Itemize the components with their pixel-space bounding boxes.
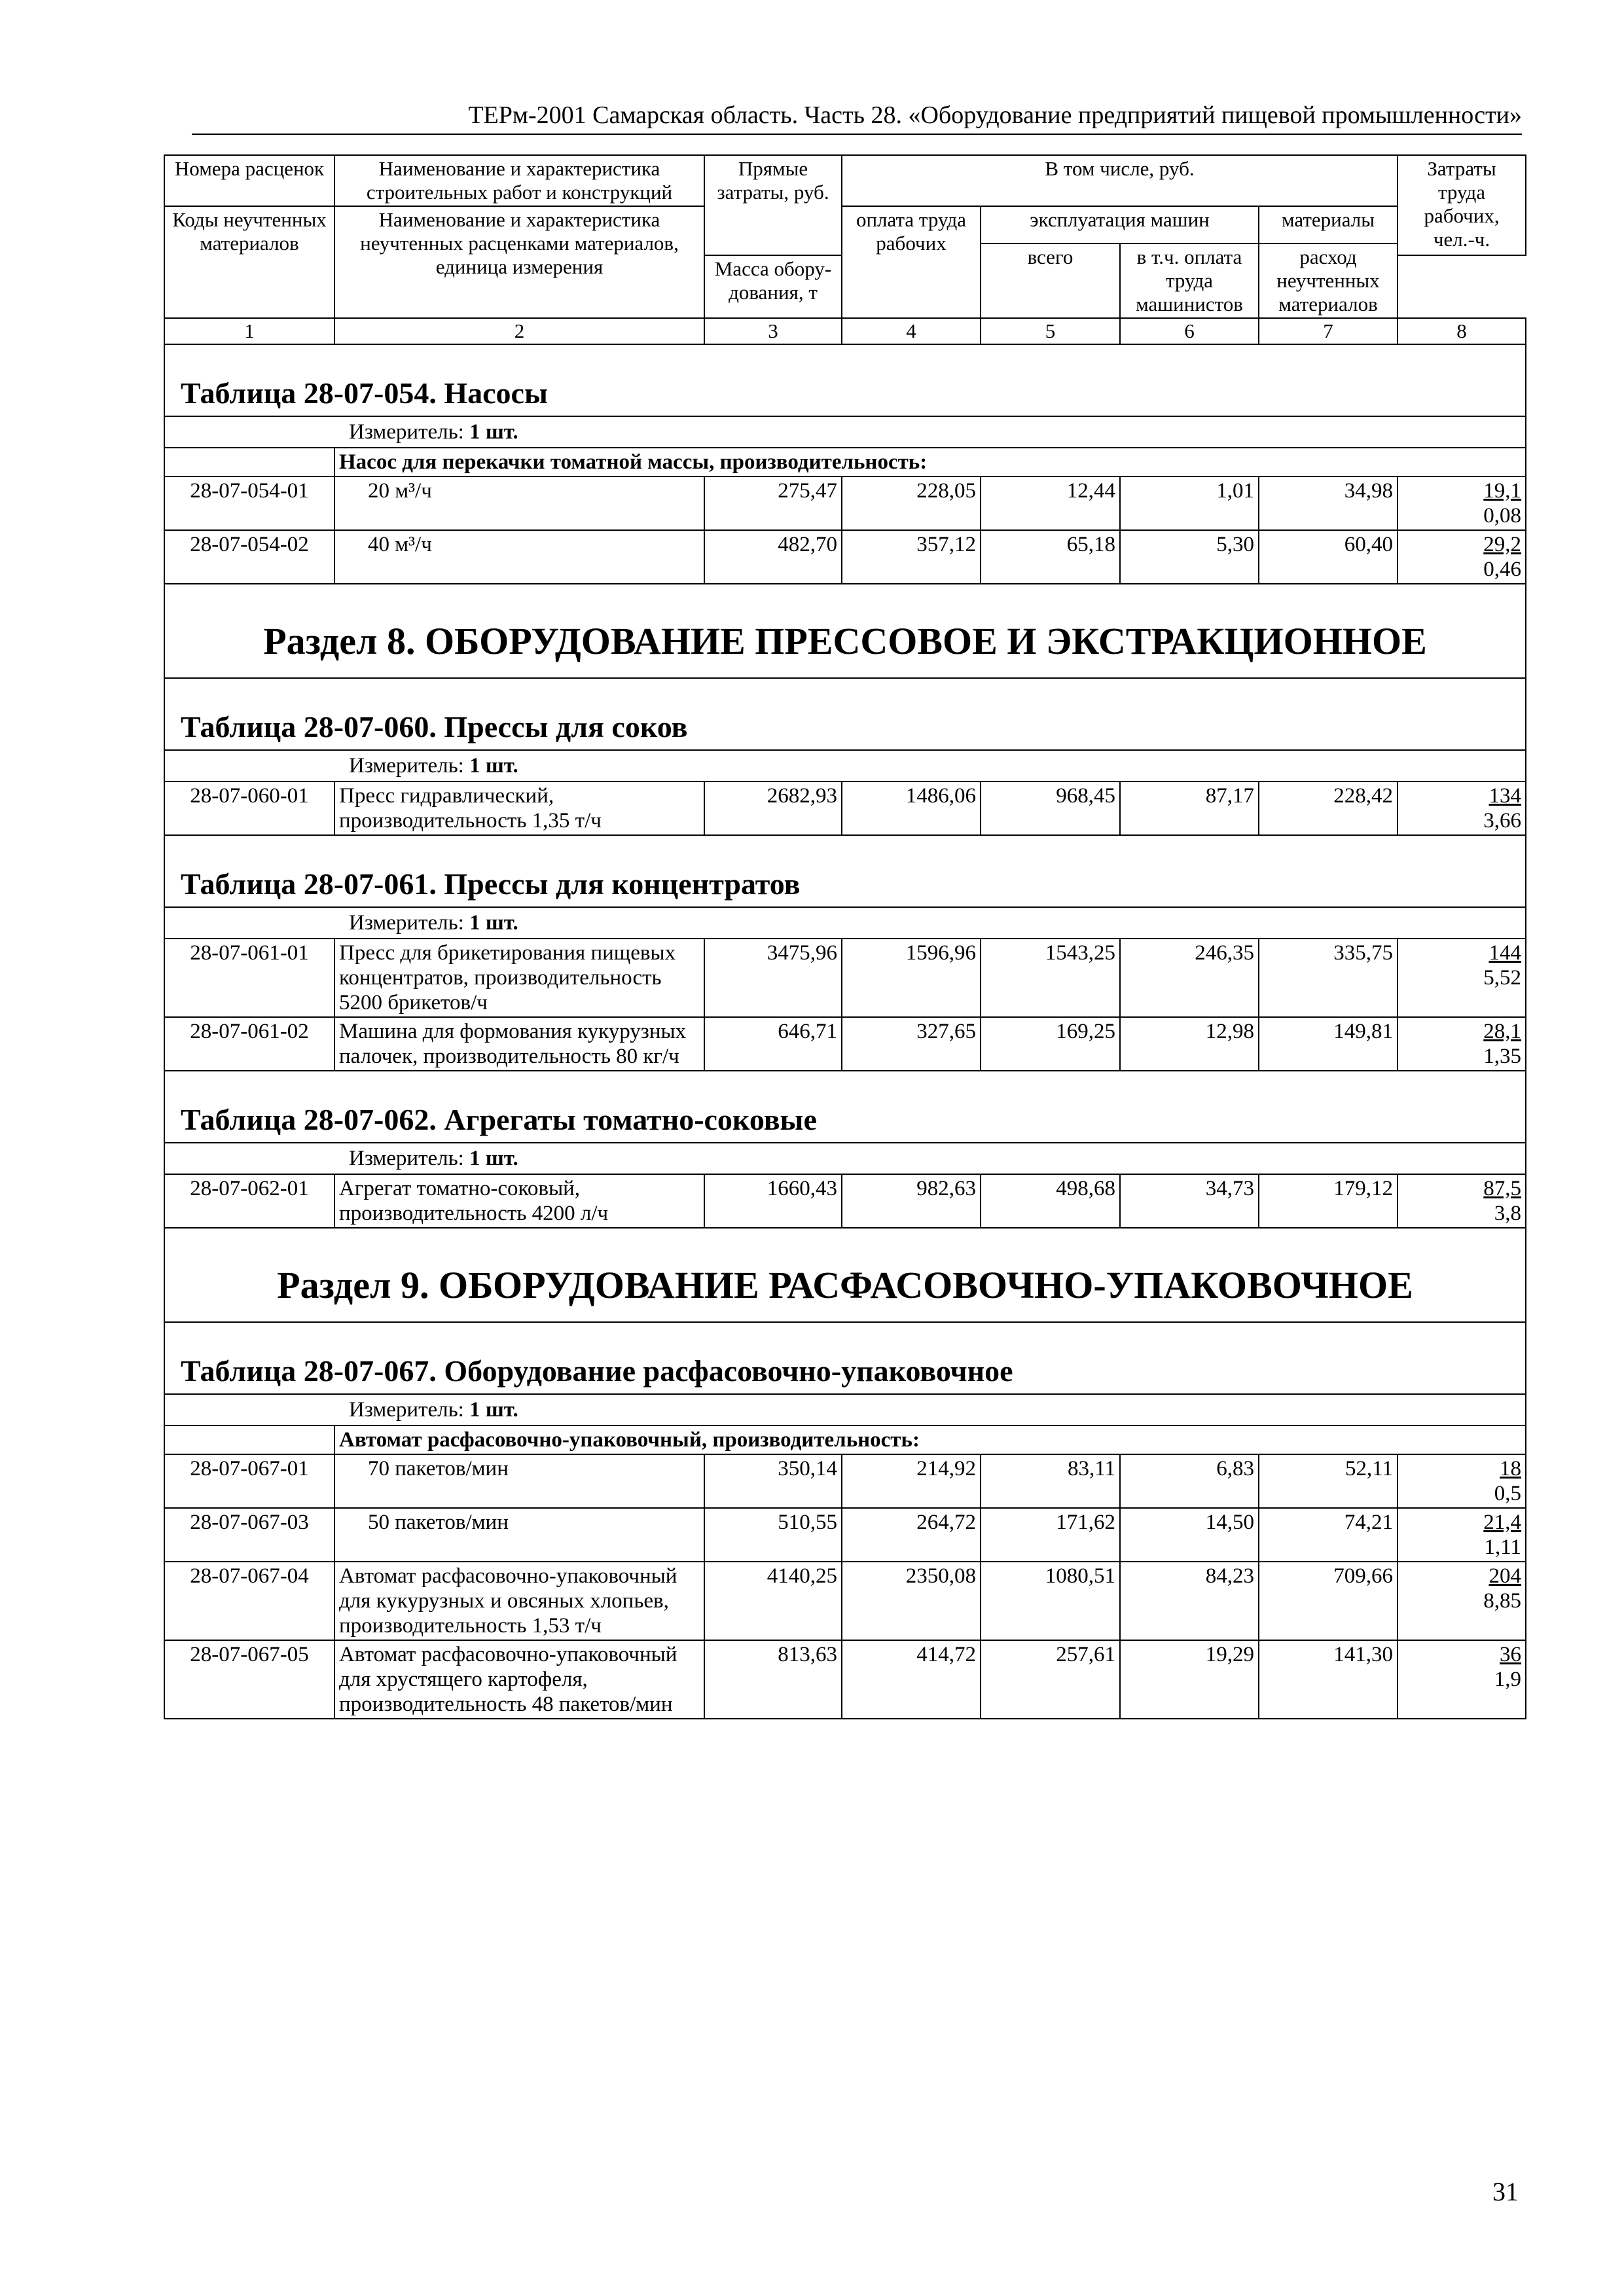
hdr-col3: Прямые затраты, руб. [704, 155, 842, 255]
machines-total: 498,68 [981, 1174, 1120, 1228]
table-title-061: Таблица 28-07-061. Прессы для концентратов [181, 867, 801, 901]
worker-pay: 414,72 [842, 1640, 981, 1719]
machinist-pay: 84,23 [1120, 1562, 1259, 1640]
measure-cell [164, 907, 1526, 939]
table-title-060: Таблица 28-07-060. Прессы для соков [181, 710, 688, 744]
hdr-col8-top: Затраты труда рабочих, чел.-ч. [1398, 155, 1526, 255]
materials: 228,42 [1259, 781, 1398, 835]
machines-total: 65,18 [981, 530, 1120, 584]
worker-pay: 214,92 [842, 1454, 981, 1508]
header-rule [192, 134, 1522, 135]
machinist-pay: 5,30 [1120, 530, 1259, 584]
page-number: 31 [1492, 2177, 1519, 2206]
labor-hours: 144 [1489, 941, 1522, 965]
measure-label: Измеритель: [349, 420, 464, 444]
section-title-9-cell [164, 1228, 1526, 1322]
rate-code: 28-07-060-01 [164, 781, 334, 835]
equipment-mass: 3,66 [1483, 809, 1522, 833]
table-header [164, 155, 1526, 344]
table-row [164, 1454, 1526, 1508]
hdr-including: В том числе, руб. [842, 155, 1398, 206]
group-title: Насос для перекачки томатной массы, производительность: [334, 448, 1526, 476]
rate-code: 28-07-054-01 [164, 476, 334, 530]
table-row [164, 1017, 1526, 1071]
rate-code: 28-07-067-05 [164, 1640, 334, 1719]
materials: 709,66 [1259, 1562, 1398, 1640]
labor-hours: 87,5 [1483, 1177, 1522, 1200]
rate-code: 28-07-067-04 [164, 1562, 334, 1640]
worker-pay: 1596,96 [842, 939, 981, 1017]
machinist-pay: 87,17 [1120, 781, 1259, 835]
labor-hours: 19,1 [1483, 479, 1522, 503]
rate-code: 28-07-061-02 [164, 1017, 334, 1071]
table-title-061-cell [164, 835, 1526, 907]
hdr-num-8: 8 [1398, 318, 1526, 344]
equipment-mass: 1,11 [1484, 1535, 1522, 1559]
materials: 74,21 [1259, 1508, 1398, 1562]
rate-name: 70 пакетов/мин [334, 1454, 704, 1508]
machinist-pay: 6,83 [1120, 1454, 1259, 1508]
table-title-067: Таблица 28-07-067. Оборудование расфасовочно-упаковочное [181, 1354, 1013, 1388]
materials: 179,12 [1259, 1174, 1398, 1228]
direct-costs: 275,47 [704, 476, 842, 530]
labor-and-mass [1398, 1017, 1526, 1071]
labor-and-mass [1398, 530, 1526, 584]
machinist-pay: 12,98 [1120, 1017, 1259, 1071]
measure-unit: 1 шт. [469, 420, 518, 444]
labor-hours: 36 [1500, 1643, 1522, 1666]
direct-costs: 482,70 [704, 530, 842, 584]
section-title-9: Раздел 9. ОБОРУДОВАНИЕ РАСФАСОВОЧНО-УПАКОВОЧНОЕ [277, 1264, 1413, 1306]
equipment-mass: 8,85 [1483, 1589, 1522, 1613]
measure-unit: 1 шт. [469, 1147, 518, 1170]
materials: 52,11 [1259, 1454, 1398, 1508]
measure-cell [164, 1394, 1526, 1426]
labor-and-mass [1398, 1508, 1526, 1562]
rate-code: 28-07-067-03 [164, 1508, 334, 1562]
labor-and-mass [1398, 939, 1526, 1017]
machines-total: 257,61 [981, 1640, 1120, 1719]
worker-pay: 264,72 [842, 1508, 981, 1562]
labor-and-mass [1398, 1562, 1526, 1640]
measure-cell [164, 416, 1526, 448]
direct-costs: 1660,43 [704, 1174, 842, 1228]
machines-total: 1080,51 [981, 1562, 1120, 1640]
hdr-num-3: 3 [704, 318, 842, 344]
equipment-mass: 0,5 [1494, 1482, 1522, 1505]
labor-hours: 21,4 [1483, 1511, 1522, 1534]
machines-total: 83,11 [981, 1454, 1120, 1508]
table-body [164, 344, 1526, 1719]
direct-costs: 350,14 [704, 1454, 842, 1508]
rate-code: 28-07-054-02 [164, 530, 334, 584]
direct-costs: 646,71 [704, 1017, 842, 1071]
hdr-num-1: 1 [164, 318, 334, 344]
table-row [164, 476, 1526, 530]
measure [169, 909, 1521, 937]
rate-code: 28-07-061-01 [164, 939, 334, 1017]
hdr-col1-top: Номера расценок [164, 155, 334, 206]
rate-name: 50 пакетов/мин [334, 1508, 704, 1562]
measure-label: Измеритель: [349, 1147, 464, 1170]
measure [169, 1396, 1521, 1424]
direct-costs: 4140,25 [704, 1562, 842, 1640]
rate-code: 28-07-062-01 [164, 1174, 334, 1228]
hdr-num-4: 4 [842, 318, 981, 344]
labor-hours: 134 [1489, 784, 1522, 808]
hdr-col2-top: Наименование и характеристика строительных работ и конструкций [334, 155, 704, 206]
table-row [164, 1508, 1526, 1562]
measure [169, 418, 1521, 446]
measure-unit: 1 шт. [469, 754, 518, 778]
labor-hours: 28,1 [1483, 1020, 1522, 1043]
machines-total: 968,45 [981, 781, 1120, 835]
rate-code: 28-07-067-01 [164, 1454, 334, 1508]
rate-name: Пресс гидравлический, производительность 1,35 т/ч [334, 781, 704, 835]
worker-pay: 357,12 [842, 530, 981, 584]
materials: 141,30 [1259, 1640, 1398, 1719]
hdr-num-2: 2 [334, 318, 704, 344]
hdr-materials: материалы [1259, 206, 1398, 243]
machinist-pay: 14,50 [1120, 1508, 1259, 1562]
machines-total: 171,62 [981, 1508, 1120, 1562]
hdr-col6: в т.ч. оплата труда машинистов [1120, 243, 1259, 318]
labor-hours: 204 [1489, 1564, 1522, 1588]
group-code-cell [164, 1426, 334, 1454]
direct-costs: 2682,93 [704, 781, 842, 835]
page-header: ТЕРм-2001 Самарская область. Часть 28. «Оборудование предприятий пищевой промышленности» [468, 101, 1522, 129]
measure-label: Измеритель: [349, 1398, 464, 1422]
measure-label: Измеритель: [349, 911, 464, 935]
table-row [164, 939, 1526, 1017]
table-row [164, 1562, 1526, 1640]
measure-label: Измеритель: [349, 754, 464, 778]
worker-pay: 228,05 [842, 476, 981, 530]
labor-and-mass [1398, 1174, 1526, 1228]
rate-name: 20 м³/ч [334, 476, 704, 530]
machines-total: 169,25 [981, 1017, 1120, 1071]
worker-pay: 2350,08 [842, 1562, 981, 1640]
materials: 149,81 [1259, 1017, 1398, 1071]
hdr-col7: расход неучтенных материалов [1259, 243, 1398, 318]
equipment-mass: 0,08 [1483, 504, 1522, 528]
equipment-mass: 1,35 [1483, 1045, 1522, 1068]
table-row [164, 1640, 1526, 1719]
direct-costs: 3475,96 [704, 939, 842, 1017]
group-title: Автомат расфасовочно-упаковочный, производительность: [334, 1426, 1526, 1454]
table-title-062-cell [164, 1071, 1526, 1143]
labor-hours: 29,2 [1483, 533, 1522, 556]
equipment-mass: 3,8 [1494, 1202, 1522, 1225]
section-title-8-cell [164, 584, 1526, 678]
direct-costs: 510,55 [704, 1508, 842, 1562]
hdr-col2-bottom: Наименование и характеристика неучтенных расценками материалов, единица измерения [334, 206, 704, 318]
machines-total: 1543,25 [981, 939, 1120, 1017]
group-row [164, 1426, 1526, 1454]
machinist-pay: 1,01 [1120, 476, 1259, 530]
table-row [164, 781, 1526, 835]
materials: 34,98 [1259, 476, 1398, 530]
rate-name: Пресс для брикетирования пищевых концентратов, производительность 5200 брикетов/ч [334, 939, 704, 1017]
table-title-054: Таблица 28-07-054. Насосы [181, 376, 548, 410]
measure [169, 1145, 1521, 1172]
materials: 60,40 [1259, 530, 1398, 584]
equipment-mass: 5,52 [1483, 966, 1522, 990]
group-row [164, 448, 1526, 476]
rate-name: Машина для формования кукурузных палочек, производительность 80 кг/ч [334, 1017, 704, 1071]
worker-pay: 1486,06 [842, 781, 981, 835]
group-code-cell [164, 448, 334, 476]
rate-name: 40 м³/ч [334, 530, 704, 584]
labor-and-mass [1398, 1640, 1526, 1719]
table-title-054-cell [164, 344, 1526, 416]
measure [169, 752, 1521, 780]
labor-and-mass [1398, 1454, 1526, 1508]
measure-cell [164, 750, 1526, 781]
labor-hours: 18 [1500, 1457, 1522, 1480]
machinist-pay: 19,29 [1120, 1640, 1259, 1719]
hdr-num-5: 5 [981, 318, 1120, 344]
table-title-062: Таблица 28-07-062. Агрегаты томатно-соковые [181, 1103, 817, 1136]
equipment-mass: 0,46 [1483, 558, 1522, 581]
machinist-pay: 34,73 [1120, 1174, 1259, 1228]
rate-name: Автомат расфасовочно-упаковочный для хрустящего картофеля, производительность 48 пакетов/мин [334, 1640, 704, 1719]
hdr-col8-bottom: Масса обору-дования, т [704, 255, 842, 318]
worker-pay: 982,63 [842, 1174, 981, 1228]
table-row [164, 530, 1526, 584]
table-title-067-cell [164, 1322, 1526, 1394]
materials: 335,75 [1259, 939, 1398, 1017]
table-row [164, 1174, 1526, 1228]
equipment-mass: 1,9 [1494, 1668, 1522, 1691]
machinist-pay: 246,35 [1120, 939, 1259, 1017]
direct-costs: 813,63 [704, 1640, 842, 1719]
labor-and-mass [1398, 781, 1526, 835]
hdr-num-6: 6 [1120, 318, 1259, 344]
measure-cell [164, 1143, 1526, 1174]
rates-table [164, 154, 1526, 1719]
hdr-col1-bottom: Коды неучтенных материалов [164, 206, 334, 318]
measure-unit: 1 шт. [469, 911, 518, 935]
measure-unit: 1 шт. [469, 1398, 518, 1422]
labor-and-mass [1398, 476, 1526, 530]
table-title-060-cell [164, 678, 1526, 750]
worker-pay: 327,65 [842, 1017, 981, 1071]
machines-total: 12,44 [981, 476, 1120, 530]
rate-name: Автомат расфасовочно-упаковочный для кукурузных и овсяных хлопьев, производительность 1,53 т/ч [334, 1562, 704, 1640]
rate-name: Агрегат томатно-соковый, производительность 4200 л/ч [334, 1174, 704, 1228]
hdr-num-7: 7 [1259, 318, 1398, 344]
hdr-col5: всего [981, 243, 1120, 318]
hdr-col4: оплата труда рабочих [842, 206, 981, 318]
hdr-machines: эксплуатация машин [981, 206, 1259, 243]
section-title-8: Раздел 8. ОБОРУДОВАНИЕ ПРЕССОВОЕ И ЭКСТРАКЦИОННОЕ [263, 620, 1427, 662]
